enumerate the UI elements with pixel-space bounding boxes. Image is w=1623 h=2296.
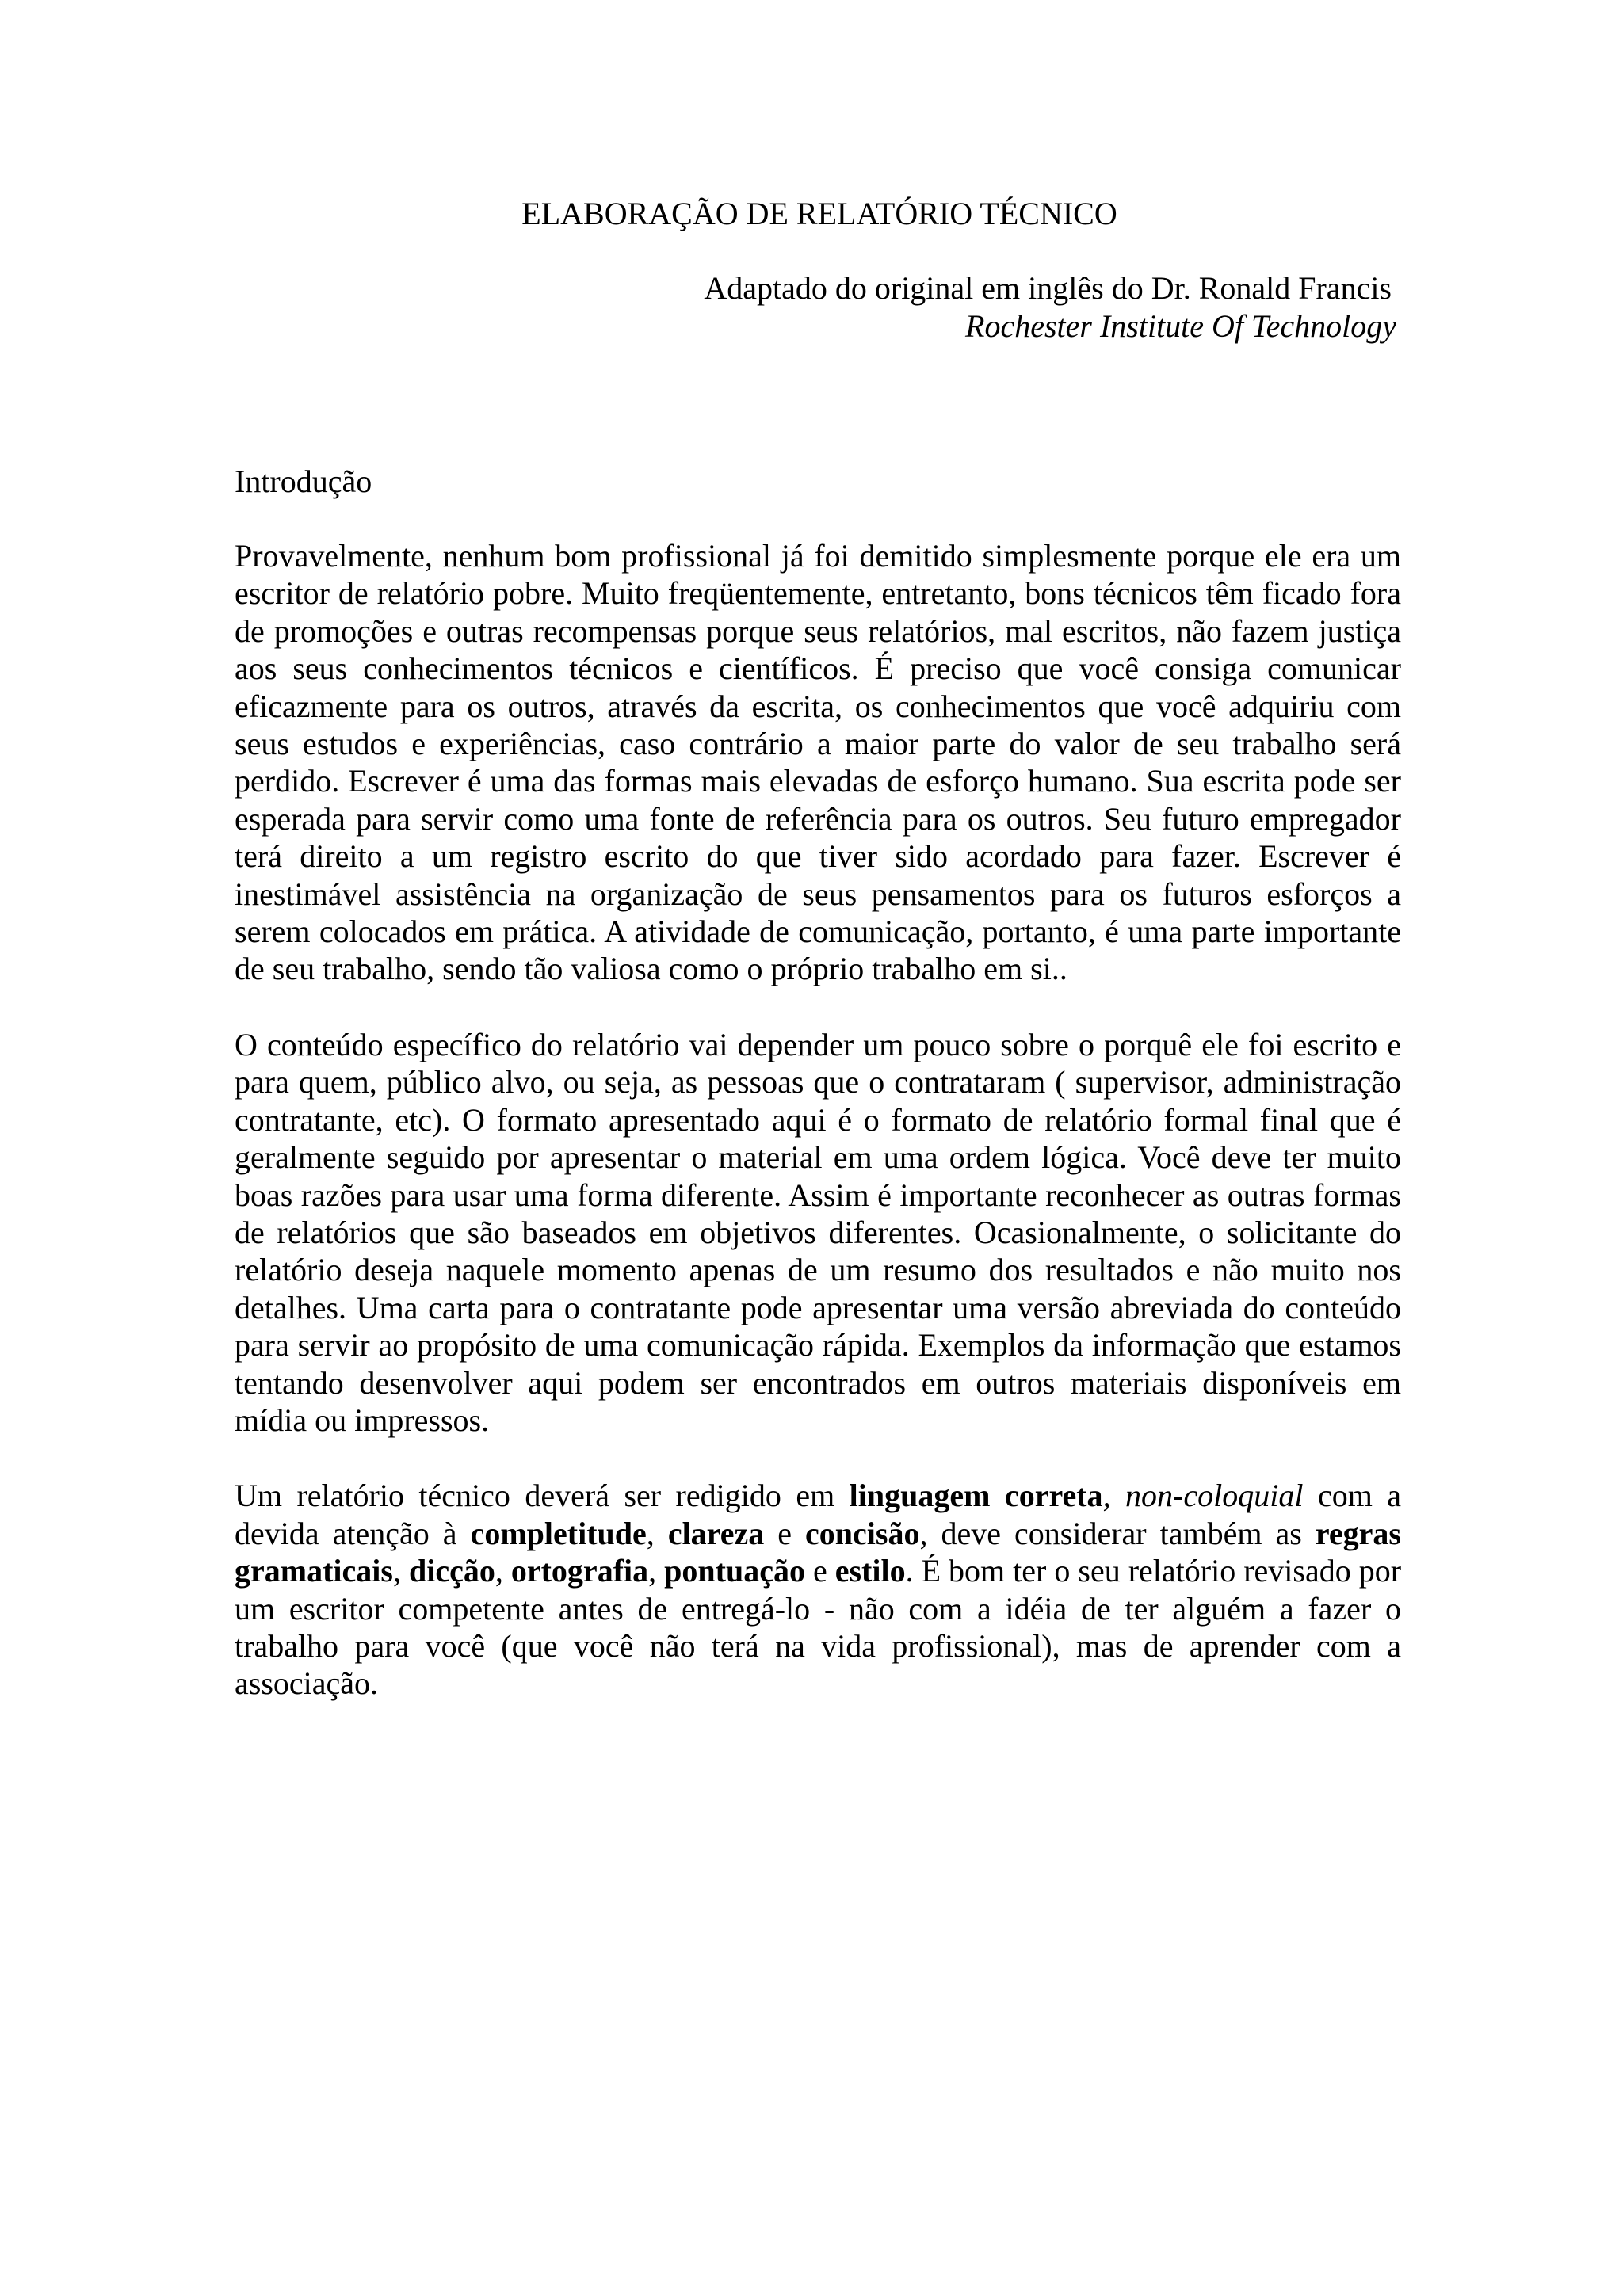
text-run: , bbox=[392, 1553, 409, 1589]
text-run: , bbox=[495, 1553, 511, 1589]
paragraph-3 bbox=[235, 1477, 1401, 1702]
section-heading-introducao: Introdução bbox=[235, 463, 372, 499]
emphasis-bold: pontuação bbox=[664, 1553, 805, 1589]
document-body bbox=[235, 537, 1401, 1741]
emphasis-italic: non-coloquial bbox=[1125, 1478, 1304, 1514]
attribution-author: Adaptado do original em inglês do Dr. Ronald Francis bbox=[704, 270, 1392, 306]
emphasis-bold: linguagem correta bbox=[849, 1478, 1103, 1514]
paragraph-2: O conteúdo específico do relatório vai depender um pouco sobre o porquê ele foi escrito e para quem, público alvo, ou seja, as pessoas que o contrataram ( supervisor, administração contratante, etc). O formato apresentado aqui é o formato de relatório formal final que é geralmente seguido por apresentar o material em uma ordem lógica. Você deve ter muito boas razões para usar uma forma diferente. Assim é importante reconhecer as outras formas de relatórios que são baseados em objetivos diferentes. Ocasionalmente, o solicitante do relatório deseja naquele momento apenas de um resumo dos resultados e não muito nos detalhes. Uma carta para o contratante pode apresentar uma versão abreviada do conteúdo para servir ao propósito de uma comunicação rápida. Exemplos da informação que estamos tentando desenvolver aqui podem ser encontrados em outros materiais disponíveis em mídia ou impressos. bbox=[235, 1026, 1401, 1438]
emphasis-bold: estilo bbox=[834, 1553, 906, 1589]
emphasis-bold: dicção bbox=[408, 1553, 495, 1589]
paragraph-1: Provavelmente, nenhum bom profissional já foi demitido simplesmente porque ele era um escritor de relatório pobre. Muito freqüentemente, entretanto, bons técnicos têm ficado fora de promoções e outras recompensas porque seus relatórios, mal escritos, não fazem justiça aos seus conhecimentos técnicos e científicos. É preciso que você consiga comunicar eficazmente para os outros, através da escrita, os conhecimentos que você adquiriu com seus estudos e experiências, caso contrário a maior parte do valor de seu trabalho será perdido. Escrever é uma das formas mais elevadas de esforço humano. Sua escrita pode ser esperada para servir como uma fonte de referência para os outros. Seu futuro empregador terá direito a um registro escrito do que tiver sido acordado para fazer. Escrever é inestimável assistência na organização de seus pensamentos para os futuros esforços a serem colocados em prática. A atividade de comunicação, portanto, é uma parte importante de seu trabalho, sendo tão valiosa como o próprio trabalho em si.. bbox=[235, 538, 1401, 987]
emphasis-bold: regras gramaticais bbox=[235, 1515, 1401, 1589]
attribution-institution: Rochester Institute Of Technology bbox=[965, 308, 1396, 344]
text-run: , bbox=[648, 1553, 665, 1589]
emphasis-bold: completitude bbox=[470, 1515, 647, 1551]
text-run: , bbox=[1102, 1478, 1126, 1514]
text-run: com a devida atenção à bbox=[235, 1478, 1402, 1551]
document-title: ELABORAÇÃO DE RELATÓRIO TÉCNICO bbox=[521, 196, 1117, 231]
emphasis-bold: ortografia bbox=[510, 1553, 649, 1589]
attribution-block bbox=[704, 269, 1396, 345]
text-run: , bbox=[646, 1515, 668, 1551]
text-run: . É bom ter o seu relatório revisado por um escritor competente antes de entregá-lo - não com a idéia de ter alguém a fazer o trabalho para você (que você não terá na vida profissional), mas de aprender com a associação. bbox=[235, 1553, 1402, 1702]
emphasis-bold: concisão bbox=[805, 1515, 920, 1551]
text-run: e bbox=[804, 1553, 835, 1589]
text-run: , deve considerar também as bbox=[919, 1515, 1316, 1551]
text-run: Um relatório técnico deverá ser redigido em bbox=[235, 1478, 850, 1514]
emphasis-bold: clareza bbox=[667, 1515, 765, 1551]
text-run: e bbox=[764, 1515, 806, 1551]
